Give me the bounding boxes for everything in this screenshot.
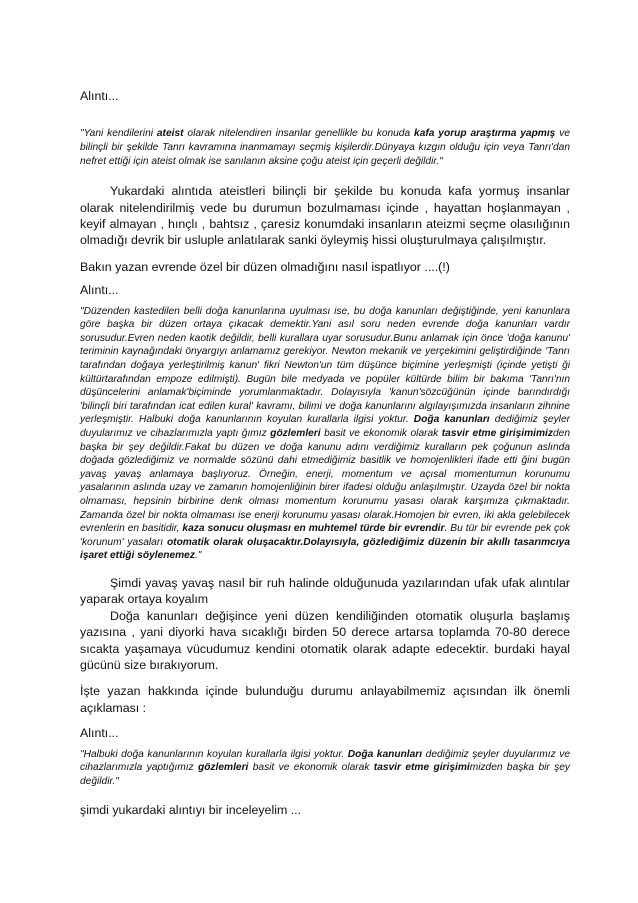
paragraph: İşte yazan hakkında içinde bulunduğu durumu anlayabilmemiz açısından ilk önemli açıklaması :: [80, 684, 570, 715]
quote-text: basit ve ekonomik olarak: [248, 762, 374, 774]
quote-label: Alıntı...: [80, 89, 119, 103]
quote-label: Alıntı...: [80, 283, 119, 298]
quote-text: mizden başka bir şey değildir.": [80, 762, 570, 787]
quote-text: "Halbuki doğa kanunlarının koyulan kurallarla ilgisi yoktur.: [80, 748, 348, 760]
quote-block: [80, 127, 570, 168]
quote-text: dediğimiz şeyler duyularımız ve cihazlarımızla yaptı ğımız: [80, 414, 570, 439]
quote-bold-text: kaza sonucu oluşması en muhtemel türde bir evrendir: [182, 523, 445, 535]
quote-text: ve bilinçli bir şekilde Tanrı kavramına inanmamayı seçmiş kişilerdir.Dünyaya kızgın olduğu için veya Tanrı'dan nefret ettiği için ateist olmak ise sanılanın aksine çoğu ateist için geçerli değildir.": [80, 128, 571, 167]
quote-text: olarak nitelendiren insanlar genellikle bu konuda: [183, 128, 415, 140]
quote-text: dediğimiz şeyler duyularımız ve cihazlarımızla yaptığımız: [80, 748, 571, 774]
quote-block: [80, 748, 570, 789]
quote-bold-text: gözlemleri: [197, 762, 249, 774]
paragraph: şimdi yukardaki alıntıyı bir inceleyelim ...: [80, 803, 302, 818]
quote-bold-text: Doğa kanunları: [347, 748, 423, 760]
quote-bold-text: otomatik olarak oluşacaktır.Dolayısıyla, gözlediğimiz düzenin bir akıllı tasarımcıya işaret ettiği söylenemez: [80, 536, 571, 562]
quote-text: .": [194, 550, 202, 562]
quote-label: Alıntı...: [80, 726, 119, 741]
paragraph: Yukardaki alıntıda ateistleri bilinçli bir şekilde bu konuda kafa yormuş insanlar olarak nitelendirilmiş vede bu durumun bozulmaması içinde , hayattan hoşlanmayan , keyif almayan , hınçlı , bahtsız , çaresiz konumdaki insanların ateizmi seçme olasılığının olmadığı devrik bir usluple anlatılarak sanki öyleymiş hissi oluşturulmaya çalışılmıştır.: [80, 184, 570, 248]
paragraph: Şimdi yavaş yavaş nasıl bir ruh halinde olduğunuda yazılarından ufak ufak alıntılar yaparak ortaya koyalım: [80, 575, 570, 607]
quote-bold-text: gözlemleri: [270, 427, 321, 439]
quote-bold-text: Doğa kanunları: [413, 414, 490, 426]
quote-bold-text: tasvir etme girişimimiz: [441, 427, 553, 439]
quote-block: [80, 305, 570, 563]
quote-text: "Yani kendilerini: [80, 128, 157, 140]
quote-bold-text: kafa yorup araştırma yapmış: [414, 128, 556, 140]
paragraph: Bakın yazan evrende özel bir düzen olmadığını nasıl ispatlıyor ....(!): [80, 259, 450, 274]
quote-text: basit ve ekonomik olarak: [320, 427, 442, 439]
paragraph: Doğa kanunları değişince yeni düzen kendiliğinden otomatik oluşurla başlamış yazısına , yani diyorki hava sıcaklığı birden 50 derece artarsa toplamda 70-80 derece sıcakta yaşamaya vücudumuz kendini otomatik olarak adapte edecektir. burdaki hayal gücünü size bırakıyorum.: [80, 608, 570, 672]
quote-bold-text: ateist: [156, 128, 184, 140]
quote-bold-text: tasvir etme girişimi: [373, 762, 470, 774]
quote-text: . Bu tür bir evrende pek çok 'korunum' yasaları: [80, 523, 570, 548]
quote-text: "Düzenden kastedilen belli doğa kanunlarına uyulması ise, bu doğa kanunları değiştiğinde, yeni kanunlara göre başka bir düzen ortaya çıkacak demektir.Yani asıl soru neden evrende doğa kanunları vardır sorusudur.Evren neden kaotik değildir, belli kurallara uyar sorusudur.Bunu anlamak için önce 'doğa kanunu' teriminin kaynağındaki önyargıyı anlamamız gerekiyor. Newton mekanik ve yerçekimini geliştirdiğinde 'Tanrı tarafından doğaya yerleştirilmiş kanun' fikri Newton'un tüm düşünce biçimine yerleşmişti (içinde yetişti ği kültürtarafından empoze edilmişti). Bugün bile medyada ve popüler kültürde bilim bir bakıma 'Tanrı'nın düşüncelerini anlamak'biçiminde yorumlanmaktadır. Dolayısıyla 'kanun'sözcüğünün içinde barındırdığı 'bilinçli biri tarafından icat edilen kural' kavramı, bilimi ve doğa kanunlarını algılayışımızda insanların zihnine yerleşmiştir. Halbuki doğa kanunlarının koyulan kurallarla ilgisi yoktur.: [80, 305, 570, 426]
quote-text: den başka bir şey değildir.Fakat bu düzen ve doğa kanunu adını verdiğimiz kuralların pek çoğunun aslında doğada gözlediğimiz ve normalde sözünü dahi etmediğimiz basitlik ve homojenlikleri ifade etti ğini bugün yavaş yavaş anlamaya başlıyoruz. Örneğin, enerji, momentum ve açısal momentumun korunumu yasalarının aslında uzay ve zamanın homojenliğinin birer ifadesi olduğu anlaşılmıştır. Uzayda özel bir nokta olmaması, hepsinin birbirine denk olması momentum korunumu yasası olarak karşımıza çıkmaktadır. Zamanda özel bir nokta olmaması ise enerji korunumu yasası olarak.Homojen bir evren, iki akla gelebilecek evrenlerin en basitidir,: [80, 427, 570, 535]
